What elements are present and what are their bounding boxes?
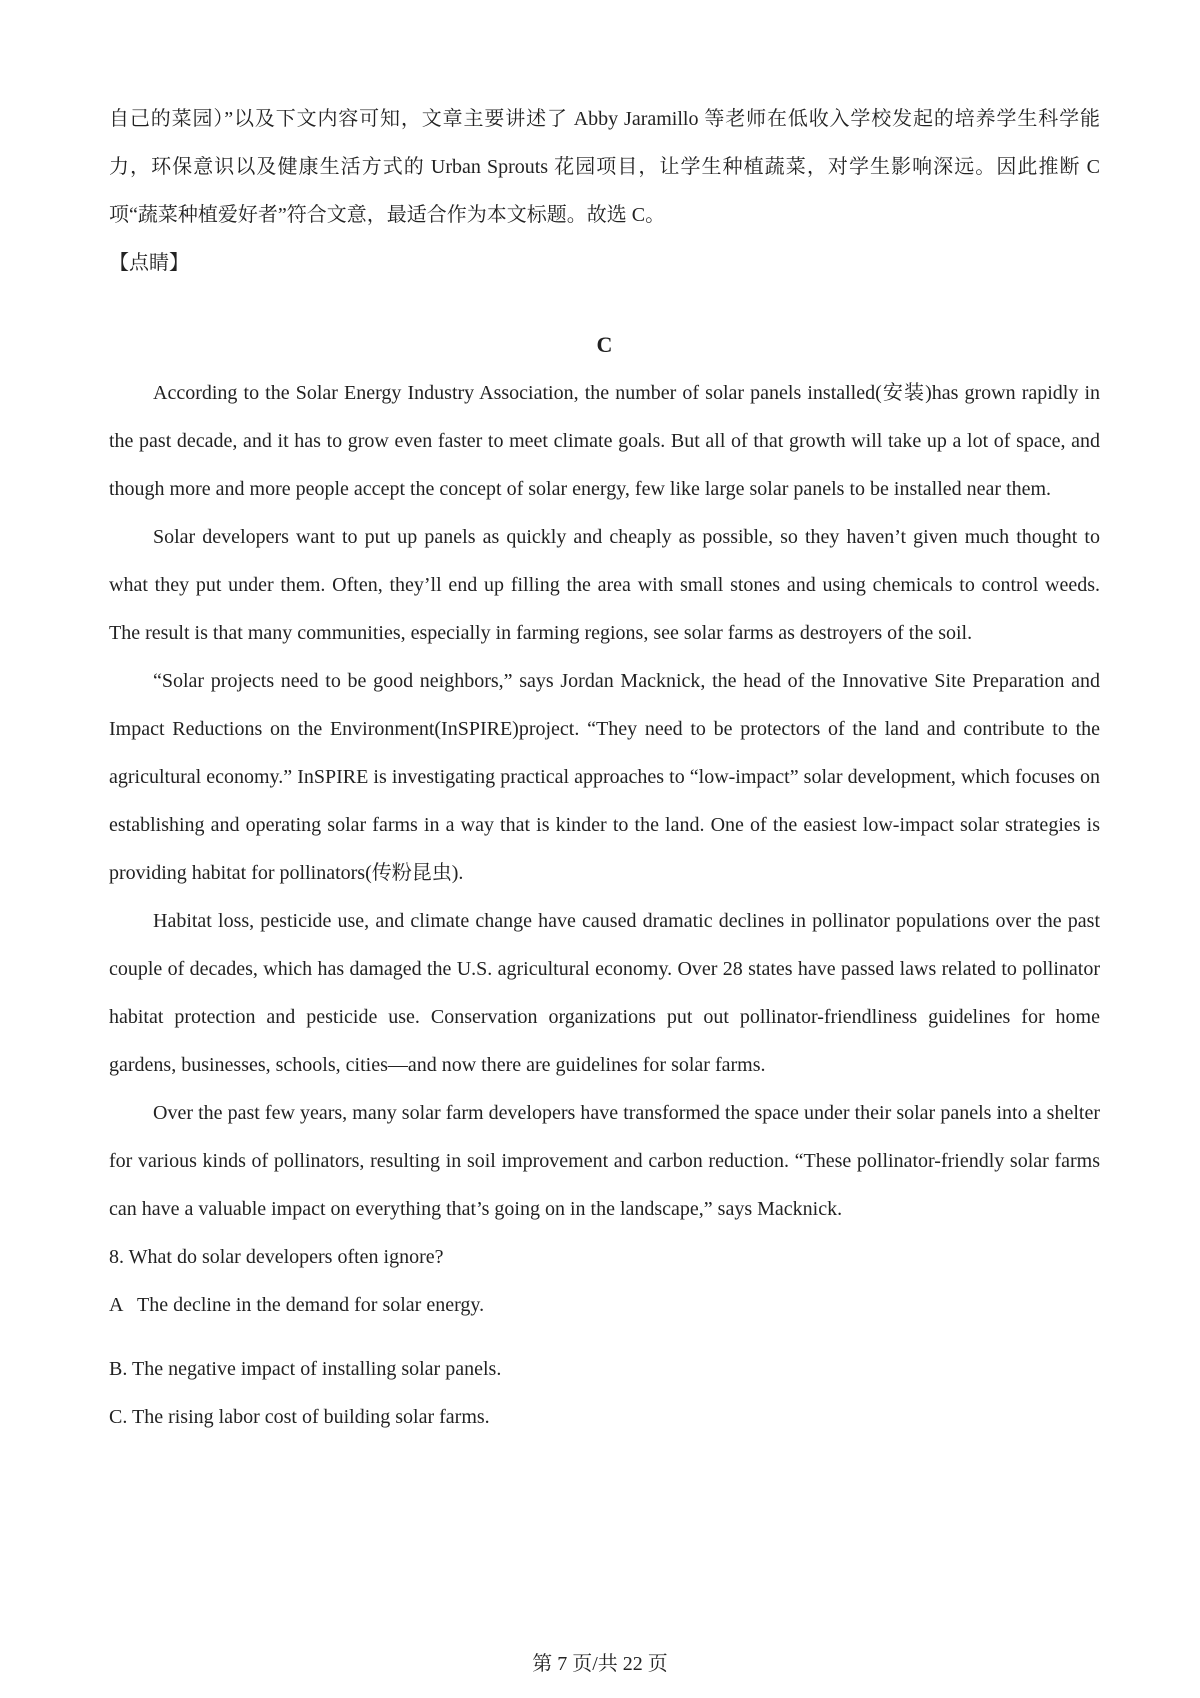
passage-title: C <box>596 332 613 357</box>
passage-paragraph-5: Over the past few years, many solar farm developers have transformed the space under their solar panels into a shelter for various kinds of pollinators, resulting in soil improvement and carbon reduction. “These pollinator-friendly solar farms can have a valuable impact on everything that’s going on in the landscape,” says Macknick. <box>109 1102 1100 1220</box>
intro-paragraph: 自己的菜园）”以及下文内容可知，文章主要讲述了 Abby Jaramillo 等老师在低收入学校发起的培养学生科学能力，环保意识以及健康生活方式的 Urban Sprouts 花园项目，让学生种植蔬菜，对学生影响深远。因此推断 C 项“蔬菜种植爱好者”符合文意，最适合作为本文标题。故选 C。 <box>109 108 1100 226</box>
passage-paragraph-3: “Solar projects need to be good neighbors,” says Jordan Macknick, the head of the Innovative Site Preparation and Impact Reductions on the Environment(InSPIRE)project. “They need to be protectors of the land and contribute to the agricultural economy.” InSPIRE is investigating practical approaches to “low-impact” solar development, which focuses on establishing and operating solar farms in a way that is kinder to the land. One of the easiest low-impact solar strategies is providing habitat for pollinators(传粉昆虫). <box>109 670 1100 884</box>
passage-paragraph-1: According to the Solar Energy Industry Association, the number of solar panels installed(安装)has grown rapidly in the past decade, and it has to grow even faster to meet climate goals. But all of that growth will take up a lot of space, and though more and more people accept the concept of solar energy, few like large solar panels to be installed near them. <box>109 382 1100 500</box>
option-c: C. The rising labor cost of building solar farms. <box>109 1406 490 1428</box>
passage-paragraph-2: Solar developers want to put up panels as quickly and cheaply as possible, so they haven’t given much thought to what they put under them. Often, they’ll end up filling the area with small stones and using chemicals to control weeds. The result is that many communities, especially in farming regions, see solar farms as destroyers of the soil. <box>109 526 1100 644</box>
option-a: A The decline in the demand for solar energy. <box>109 1294 485 1316</box>
option-b: B. The negative impact of installing solar panels. <box>109 1358 502 1380</box>
question-stem: 8. What do solar developers often ignore? <box>109 1246 444 1268</box>
note-label: 【点睛】 <box>109 252 189 274</box>
passage-paragraph-4: Habitat loss, pesticide use, and climate change have caused dramatic declines in pollinator populations over the past couple of decades, which has damaged the U.S. agricultural economy. Over 28 states have passed laws related to pollinator habitat protection and pesticide use. Conservation organizations put out pollinator-friendliness guidelines for home gardens, businesses, schools, cities—and now there are guidelines for solar farms. <box>109 910 1100 1076</box>
page-content <box>109 95 1100 1441</box>
page-footer: 第 7 页/共 22 页 <box>532 1653 668 1675</box>
